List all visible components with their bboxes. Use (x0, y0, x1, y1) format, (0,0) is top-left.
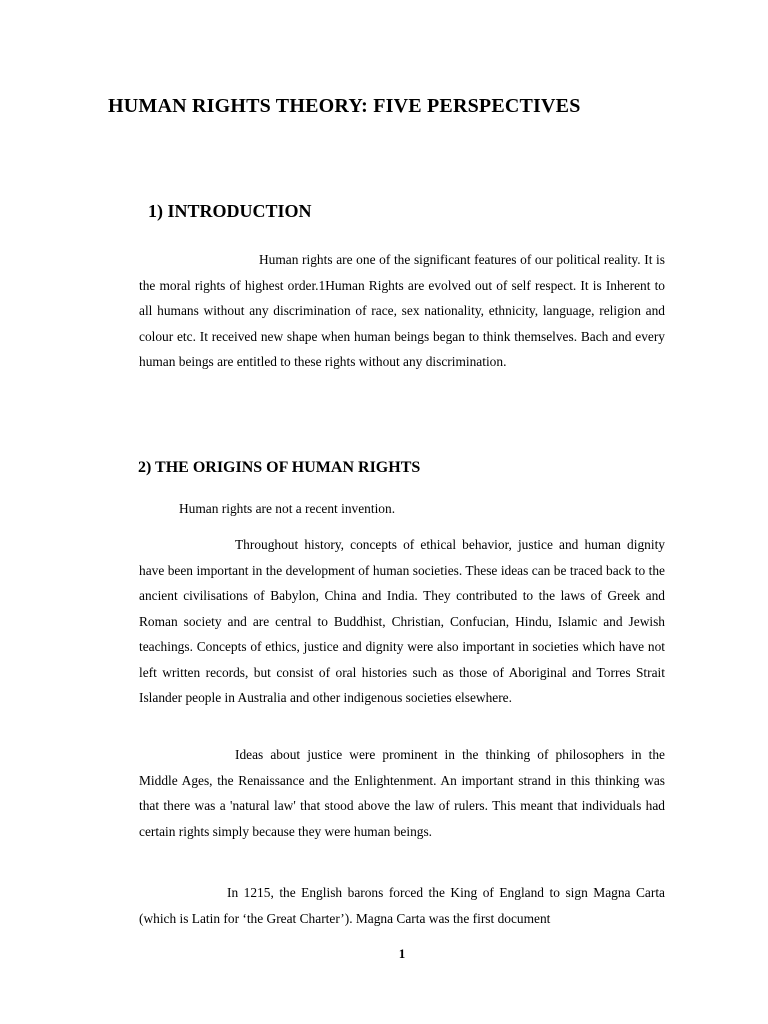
page-number: 1 (398, 946, 406, 961)
paragraph-origins-3: Ideas about justice were prominent in the thinking of philosophers in the Middle Ages, the Renaissance and the Enlightenment. An important strand in this thinking was that there was a 'natural law' that stood above the law of rulers. This meant that individuals had certain rights simply because they were human beings. (139, 747, 665, 839)
paragraph-introduction: Human rights are one of the significant features of our political reality. It is the moral rights of highest order.1Human Rights are evolved out of self respect. It is Inherent to all humans without any discrimination of race, sex nationality, ethnicity, language, religion and colour etc. It received new shape when human beings began to think themselves. Bach and every human beings are entitled to these rights without any discrimination. (139, 252, 665, 369)
paragraph-origins-1: Human rights are not a recent invention. (179, 501, 396, 516)
section-heading-origins: 2) THE ORIGINS OF HUMAN RIGHTS (138, 459, 421, 476)
section-heading-introduction: 1) INTRODUCTION (148, 201, 312, 221)
paragraph-origins-2: Throughout history, concepts of ethical behavior, justice and human dignity have been important in the development of human societies. These ideas can be traced back to the ancient civilisations of Babylon, China and India. They contributed to the laws of Greek and Roman society and are central to Buddhist, Christian, Confucian, Hindu, Islamic and Jewish teachings. Concepts of ethics, justice and dignity were also important in societies which have not left written records, but consist of oral histories such as those of Aboriginal and Torres Strait Islander people in Australia and other indigenous societies elsewhere. (139, 537, 665, 705)
paragraph-origins-4: In 1215, the English barons forced the King of England to sign Magna Carta (which is Latin for ‘the Great Charter’). Magna Carta was the first document (139, 885, 665, 926)
document-title: HUMAN RIGHTS THEORY: FIVE PERSPECTIVES (108, 95, 581, 117)
